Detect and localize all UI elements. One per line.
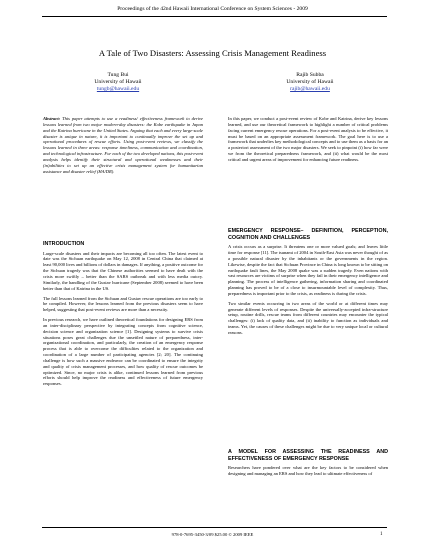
author-name: Rajib Subba (296, 72, 324, 78)
footer-rule (42, 527, 387, 528)
author-name: Tung Bui (107, 72, 129, 78)
right-column-section-3 (228, 449, 388, 481)
left-column-body (43, 241, 203, 391)
page-number: 1 (380, 532, 383, 537)
footer-copyright: 978-0-7695-3450-3/09 $25.00 © 2009 IEEE (171, 532, 254, 537)
paragraph: Two similar events occurring in two areas of the world or at different times may generate different levels of responses. Despite the universally-accepted infra-structure setup, routine drills, rescue teams from different countries may encounter the typical challenges: (i) lack of quality data, and (ii) inability to function as individuals and teams. Yet, the causes of these challenges might be due to very unique local or cultural reasons. (228, 300, 388, 335)
paragraph: Researchers have pondered over what are the key factors to be considered when designing and managing an ERS and how they lead to ultimate effectiveness of (228, 465, 388, 477)
paragraph: In this paper, we conduct a post-event review of Kobe and Katrina, derive key lessons learned, and use our theoretical framework to highlight a number of critical problems facing current emergency rescue operations. For a post-event analysis to be effective, it must be based on an appropriate assessment framework. The goal here is to use a framework that underlies key methodological concepts and to use them as a basis for an a posteriori assessment of the two major disasters. We seek to pinpoint (i) how far were we from the theoretical preparedness framework, and (ii) what would be the most critical and urgent areas of improvement for enhancing future readiness. (228, 116, 388, 162)
right-column (228, 116, 388, 167)
header-rule (42, 16, 387, 17)
author-affiliation: University of Hawaii (94, 79, 142, 85)
author-block-1 (53, 72, 183, 93)
right-column-section-2 (228, 228, 388, 340)
paragraph: The full lessons learned from the Sichuan and Gustav rescue operations are too early to be compiled. However, the lessons learned from the previous disasters seem to have helped, suggesting that post-event reviews are more than a necessity. (43, 295, 203, 313)
paragraph: Large-scale disasters and their impacts are becoming all too often. The latest event to date was the Sichuan earthquake on May 12, 2008 in Central China that claimed at least 90,000 lives and billions of dollars in damages. If anything, a positive outcome for the Sichuan tragedy was that the Chinese authorities seemed to have dealt with the crisis more swiftly – better than the SARS outbreak and with less media outcry. Similarly, the handling of the Gustav hurricane (September 2008) seemed to have been better than that of Katrina in the US. (43, 250, 203, 291)
paragraph: A crisis occurs as a surprise. It threatens one or more valued goals; and leaves little time for response [11]. The tsunami of 2004 in South-East Asia was never thought of as a possible natural disaster by the inhabitants or the governments in the region. Likewise, despite the fact that Sichuan Province in China is long known to be sitting on earthquake fault lines, the May 2008 quake was a sudden tragedy. Even nations with vast resources are victims of surprise when they fail in their emergency intelligence and planning. The process of intelligence gathering, information sharing and coordinated planning has proved to be of a close to insurmountable level of complexity. Thus, preparedness is important prior to the crisis, as readiness is during the crisis. (228, 244, 388, 296)
running-head: Proceedings of the 42nd Hawaii International Conference on System Sciences - 2009 (117, 6, 308, 12)
author-affiliation: University of Hawaii (286, 79, 334, 85)
section-heading: A MODEL FOR ASSESSING THE READINESS AND EFFECTIVENESS OF EMERGENCY RESPONSE (228, 449, 388, 462)
author-email-link[interactable]: rajib@hawaii.edu (290, 86, 330, 92)
abstract-label: Abstract: (43, 116, 61, 121)
abstract (43, 116, 203, 174)
author-email-link[interactable]: tungb@hawaii.edu (96, 86, 140, 92)
left-column (43, 116, 203, 178)
paper-title: A Tale of Two Disasters: Assessing Crisis Management Readiness (98, 48, 327, 58)
author-block-2 (245, 72, 375, 93)
paragraph: In previous research, we have outlined theoretical foundations for designing ERS from an inter-disciplinary perspective by integrating concepts from cognitive science, decision science and organization science [1]. Designing systems to survive crisis situations poses great challenges due the unsettled nature of preparedness, inter-organizational coordination, and particularly, the creation of an emergency response process that is able to overcome the difficulties related to the organization and coordination of a large number of participating agencies [2; 20]. The continuing challenge is how such a massive endeavor can be coordinated to ensure the integrity and quality of crisis management processes, and how quality of rescue outcomes be optimized. Since, no major crisis is alike, continued lessons learned from previous efforts should help improve the readiness and effectiveness of future emergency responses. (43, 317, 203, 387)
abstract-text: This paper attempts to use a readiness/ effectiveness framework to derive lessons learned from two major modern-day disasters: the Kobe earthquake in Japan and the Katrina hurricane in the United States. Arguing that each and every large-scale disaster is unique in nature, it is important to continually improve the set up and operational procedures of rescue efforts. Using post-event reviews, we classify the lessons learned in three areas: response timeliness, communication and coordination, and technological infrastructure. For each of the two developed nations, this post-event analysis helps identify their structural and operational weaknesses and their (in)abilities to set up an effective crisis management system for humanitarian assistance and disaster relief (HA/DR). (43, 116, 204, 174)
section-heading: EMERGENCY RESPONSE– DEFINITION, PERCEPTION, COGNITION AND CHALLENGES (228, 228, 388, 241)
section-heading: INTRODUCTION (43, 241, 85, 247)
